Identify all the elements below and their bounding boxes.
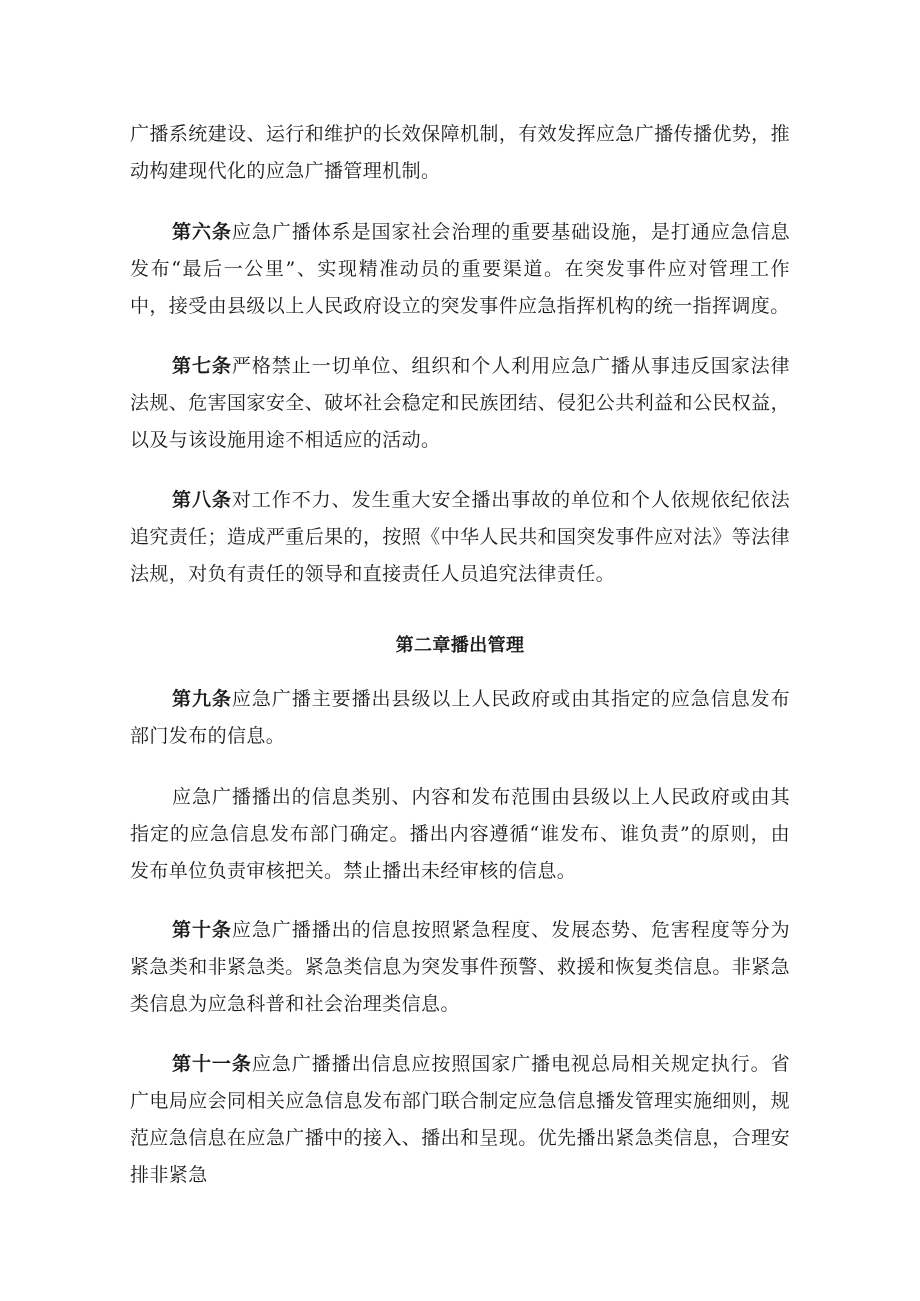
- paragraph-continuation: [130, 116, 790, 190]
- article-label: 第十条: [172, 919, 232, 941]
- article-text: 应急广播播出的信息按照紧急程度、发展态势、危害程度等分为紧急类和非紧急类。紧急类信息为突发事件预警、救援和恢复类信息。非紧急类信息为应急科普和社会治理类信息。: [130, 919, 791, 1015]
- article-10: [130, 912, 790, 1023]
- article-label: 第八条: [172, 489, 232, 511]
- article-label: 第九条: [172, 688, 232, 710]
- article-text: 应急广播播出信息应按照国家广播电视总局相关规定执行。省广电局应会同相关应急信息发布部门联合制定应急信息播发管理实施细则，规范应急信息在应急广播中的接入、播出和呈现。优先播出紧急类信息，合理安排非紧急: [130, 1053, 790, 1186]
- article-text: 应急广播主要播出县级以上人民政府或由其指定的应急信息发布部门发布的信息。: [130, 688, 791, 747]
- paragraph-text: 应急广播播出的信息类别、内容和发布范围由县级以上人民政府或由其指定的应急信息发布部门确定。播出内容遵循“谁发布、谁负责”的原则，由发布单位负责审核把关。禁止播出未经审核的信息。: [130, 786, 790, 882]
- article-6: [130, 214, 790, 325]
- article-7: [130, 348, 790, 459]
- article-text: 应急广播体系是国家社会治理的重要基础设施，是打通应急信息发布“最后一公里”、实现精准动员的重要渠道。在突发事件应对管理工作中，接受由县级以上人民政府设立的突发事件应急指挥机构的统一指挥调度。: [130, 221, 791, 317]
- chapter-heading: 第二章播出管理: [395, 635, 525, 656]
- article-8: [130, 482, 790, 593]
- article-label: 第十一条: [172, 1053, 252, 1075]
- article-9-paragraph-2: [130, 779, 790, 890]
- article-11: [130, 1046, 790, 1194]
- paragraph-text: 广播系统建设、运行和维护的长效保障机制，有效发挥应急广播传播优势，推动构建现代化的应急广播管理机制。: [130, 123, 790, 182]
- article-text: 严格禁止一切单位、组织和个人利用应急广播从事违反国家法律法规、危害国家安全、破坏社会稳定和民族团结、侵犯公共利益和公民权益，以及与该设施用途不相适应的活动。: [130, 355, 791, 451]
- article-label: 第六条: [172, 221, 232, 243]
- article-9: [130, 681, 790, 755]
- article-text: 对工作不力、发生重大安全播出事故的单位和个人依规依纪依法追究责任；造成严重后果的，按照《中华人民共和国突发事件应对法》等法律法规，对负有责任的领导和直接责任人员追究法律责任。: [130, 489, 791, 585]
- article-label: 第七条: [172, 355, 232, 377]
